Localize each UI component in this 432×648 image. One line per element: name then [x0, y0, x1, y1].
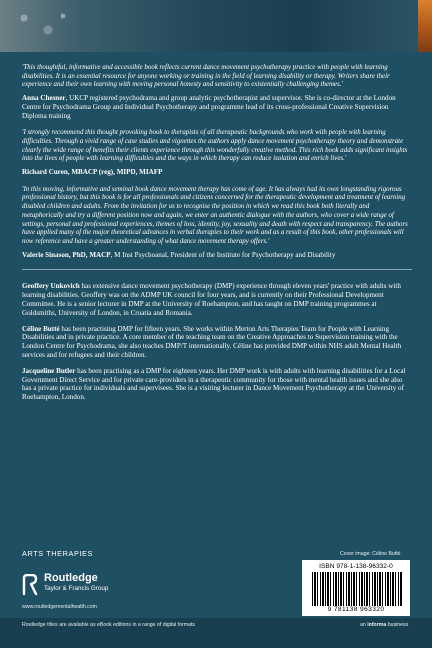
- informa-business-mark: [360, 622, 408, 628]
- author-bio-text-1: has extensive dance movement psychotherapy (DMP) experience through eleven years' practice with adults with learning disabilities. Geoffery was on the ADMP UK council for four years, and is currently on their Professional Development Committee. He is a senior lecturer in DMP at the University of Roehampton, and has taught on DMP training programmes at Goldsmiths, University of London, in Croatia and Romania.: [22, 282, 401, 317]
- endorsement-attribution-1: [22, 94, 412, 120]
- author-bio-text-3: has been practising as a DMP for eighteen years. Her DMP work is with adults with learning disabilities for a Local Government Direct Service and for private care-providers in a therapeutic community for those with mental health issues and she also has a private practice for individuals and supervisees. She is a visiting lecturer in Dance Movement Psychotherapy at the University of Roehampton, London.: [22, 366, 406, 402]
- endorsement-quote-2: 'I strongly recommend this thought provoking book to therapists of all therapeutic backgrounds who work with people with learning difficulties. Through a vivid range of case studies and vignettes the authors apply dance movement psychotherapy theory and demonstrate clearly the wide range of benefits their clients experience through this wonderfully creative method. This rich book adds significant insights into the lives of people with learning difficulties and the ways in which therapy can reduce isolation and enrich lives.': [22, 129, 408, 163]
- author-name-2: Céline Butté: [22, 324, 60, 333]
- isbn-barcode: [302, 560, 410, 616]
- endorsement-attribution-3: [22, 251, 412, 260]
- author-name-3: Jacqueline Butler: [22, 366, 76, 375]
- author-bio-text-2: has been practising DMP for fifteen years. She works within Merton Arts Therapies Team for People with Learning Disabilities and in private practice. A core member of the teaching team on the Creative Approaches to Supervision training with the London Centre for Psychodrama, she also teaches DMP/T internationally. Céline has provided DMP within NHS adult Mental Health services and for refugees and their children.: [22, 324, 402, 359]
- section-divider: [22, 269, 412, 270]
- cover-image-detail: [12, 6, 72, 46]
- ebook-note: Routledge titles are available as eBook editions in a range of digital formats: [22, 622, 196, 628]
- publisher-website: www.routledgementalhealth.com: [22, 604, 97, 610]
- author-name-1: Geoffery Unkovich: [22, 282, 80, 291]
- endorsement-attribution-2: [22, 168, 412, 177]
- endorser-name-3: Valerie Sinason, PhD, MACP: [22, 250, 111, 259]
- barcode-number: 9 781138 963320: [327, 606, 385, 613]
- author-bio-3: [22, 367, 412, 402]
- endorser-name-1: Anna Chesner: [22, 94, 66, 103]
- cover-image-edge: [418, 0, 432, 52]
- cover-image-credit: Cover image: Céline Butté: [340, 551, 401, 557]
- endorsement-quote-3: 'In this moving, informative and seminal book dance movement therapy has come of age. It has always had its own longstanding rigorous professional history, but this book is for all professionals and citizens concerned for the therapeutic development and treatment of learning disabled children and adults. From the invitation for us to recognise the position in which we read this book both literally and metaphorically and try a different position now and again, we enter an authentic dialogue with the authors, who cover a wide range of settings, personal and professional experiences, themes of loss, identity, joy, sexuality and death with respect and transparency. The authors have applied many of the major theoretical advances in verbal therapies to their work and as a result of this book, other professionals will now reference and have a greater understanding of what dance movement therapy offers.': [22, 185, 408, 245]
- endorser-credentials-1: , UKCP registered psychodrama and group analytic psychotherapist and supervisor. She is co-director at the London Centre for Psychodrama Group and Individual Psychotherapy and programme lead of its cross-professional Creative Supervision Diploma training: [22, 94, 396, 120]
- informa-brand: informa: [367, 622, 387, 628]
- publisher-name: Routledge: [44, 572, 98, 584]
- publisher-subtitle: Taylor & Francis Group: [44, 585, 109, 592]
- routledge-logo-icon: [22, 574, 38, 596]
- barcode-icon: [312, 572, 402, 606]
- informa-suffix: business: [386, 622, 409, 628]
- isbn-text: ISBN 978-1-138-96332-0: [319, 563, 393, 570]
- back-cover-text: [22, 64, 412, 409]
- series-label: ARTS THERAPIES: [22, 549, 93, 558]
- endorsement-quote-1: 'This thoughtful, informative and accessible book reflects current dance movement psychotherapy practice with people with learning disabilities. It is an essential resource for anyone working or training in the field of learning disability or therapy. Writers share their experience and their own learning with moving personal honesty and sensitivity to existentially challenging themes.': [22, 64, 390, 89]
- endorser-name-2: Richard Curen, MBACP (reg), MIPD, MIAFP: [22, 168, 163, 177]
- informa-prefix: an: [360, 622, 368, 628]
- publisher-block: [22, 572, 172, 602]
- cover-image-strip: [0, 0, 432, 52]
- author-bio-2: [22, 325, 412, 360]
- author-bio-1: [22, 282, 412, 317]
- endorser-credentials-3: , M Inst Psychoanal, President of the Institute for Psychotherapy and Disability: [110, 250, 336, 259]
